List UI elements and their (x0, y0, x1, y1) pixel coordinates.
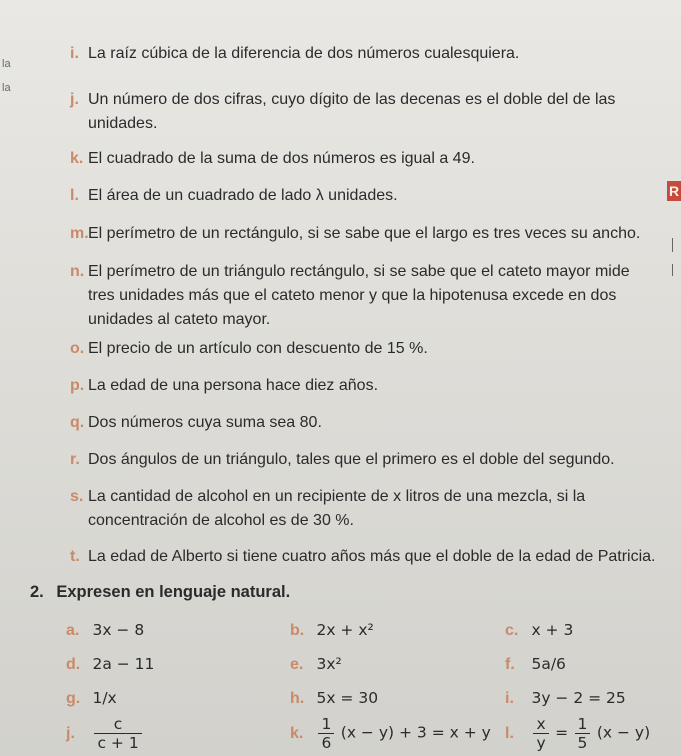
expression: x + 3 (531, 621, 574, 639)
exercise-item (70, 448, 667, 472)
item-text: El área de un cuadrado de lado λ unidades. (88, 187, 398, 204)
question-title: Expresen en lenguaje natural. (56, 583, 291, 601)
fraction (575, 715, 591, 752)
expression-rest: (x − y) + 3 = x + y (340, 723, 491, 742)
expression-item (505, 619, 573, 642)
expression: 5x = 30 (316, 689, 379, 707)
exercise-item (70, 545, 667, 569)
exercise-item (70, 485, 641, 533)
exercise-item (70, 147, 667, 171)
expression-letter: e. (290, 656, 304, 673)
exercise-item (70, 42, 667, 66)
expression-letter: k. (290, 724, 304, 742)
expression-item (505, 653, 566, 676)
fraction-numerator: c (94, 715, 141, 734)
item-text: El perímetro de un triángulo rectángulo, si se sabe que el cateto mayor mide tres unidades más que el cateto menor y que la hipotenusa excede en dos unidades al cateto mayor. (88, 263, 630, 328)
right-edge-tick (672, 264, 673, 276)
item-letter: i. (70, 45, 79, 62)
question-2-heading (30, 583, 290, 602)
item-text: El cuadrado de la suma de dos números es igual a 49. (88, 150, 475, 167)
expression-letter: g. (66, 690, 81, 707)
expression: 2x + x² (316, 621, 374, 639)
expression: 1/x (92, 689, 117, 707)
exercise-item (70, 184, 667, 208)
equals-sign: = (555, 723, 569, 742)
item-letter: m. (70, 225, 89, 242)
expression-item (290, 653, 342, 676)
item-text: La edad de Alberto si tiene cuatro años más que el doble de la edad de Patricia. (88, 548, 656, 565)
exercise-item (70, 337, 667, 361)
expression-rest: (x − y) (596, 723, 651, 742)
fraction-denominator: 6 (321, 734, 332, 752)
expression: 3x² (316, 655, 342, 673)
right-edge-red-mark: R (668, 183, 680, 199)
item-text: La cantidad de alcohol en un recipiente de x litros de una mezcla, si la concentración de alcohol es de 30 %. (88, 488, 586, 529)
item-letter: k. (70, 150, 84, 167)
exercise-item (70, 260, 651, 332)
fraction-denominator: y (536, 734, 546, 752)
fraction-denominator: c + 1 (97, 734, 139, 752)
item-letter: t. (70, 548, 80, 565)
item-text: Un número de dos cifras, cuyo dígito de las decenas es el doble del de las unidades. (88, 91, 616, 132)
expression-letter: d. (66, 656, 81, 673)
expression-item (66, 687, 117, 710)
item-letter: p. (70, 377, 85, 394)
item-text: Dos números cuya suma sea 80. (88, 414, 322, 431)
expression-item (290, 687, 378, 710)
right-edge-tick (672, 238, 673, 252)
expression-letter: j. (66, 724, 75, 742)
expression: 2a − 11 (92, 655, 155, 673)
exercise-item (70, 222, 651, 246)
fraction-numerator: 1 (575, 715, 591, 734)
expression-letter: l. (505, 724, 514, 742)
item-letter: r. (70, 451, 80, 468)
expression-letter: h. (290, 690, 305, 707)
item-text: El perímetro de un rectángulo, si se sabe que el largo es tres veces su ancho. (88, 225, 641, 242)
expression-letter: a. (66, 622, 80, 639)
fraction-numerator: x (533, 715, 548, 734)
margin-mark-bottom: la (2, 82, 11, 94)
fraction (94, 715, 141, 752)
fraction (318, 715, 334, 752)
fraction-numerator: 1 (318, 715, 334, 734)
expression-item (290, 619, 374, 642)
item-letter: j. (70, 91, 79, 108)
expression-item (290, 715, 491, 752)
item-text: El precio de un artículo con descuento de 15 %. (88, 340, 428, 357)
expression-item (66, 653, 154, 676)
item-text: La raíz cúbica de la diferencia de dos números cualesquiera. (88, 45, 520, 62)
item-letter: s. (70, 488, 84, 505)
item-text: La edad de una persona hace diez años. (88, 377, 379, 394)
item-letter: o. (70, 340, 85, 357)
exercise-item (70, 411, 667, 435)
expression-letter: i. (505, 690, 514, 707)
margin-mark-top: la (2, 58, 11, 70)
expression-letter: b. (290, 622, 305, 639)
expression-item (505, 687, 626, 710)
exercise-item (70, 88, 625, 136)
exercise-item (70, 374, 667, 398)
expression: 3x − 8 (92, 621, 145, 639)
item-letter: l. (70, 187, 79, 204)
expression-item (66, 715, 144, 752)
expression-letter: f. (505, 656, 515, 673)
fraction-denominator: 5 (577, 734, 588, 752)
expression: 5a/6 (531, 655, 566, 673)
item-letter: n. (70, 263, 85, 280)
item-text: Dos ángulos de un triángulo, tales que el primero es el doble del segundo. (88, 451, 615, 468)
expression-item (66, 619, 144, 642)
fraction (533, 715, 548, 752)
expression: 3y − 2 = 25 (531, 689, 626, 707)
question-number: 2. (30, 583, 44, 601)
expression-item (505, 715, 650, 752)
expression-letter: c. (505, 622, 519, 639)
item-letter: q. (70, 414, 85, 431)
